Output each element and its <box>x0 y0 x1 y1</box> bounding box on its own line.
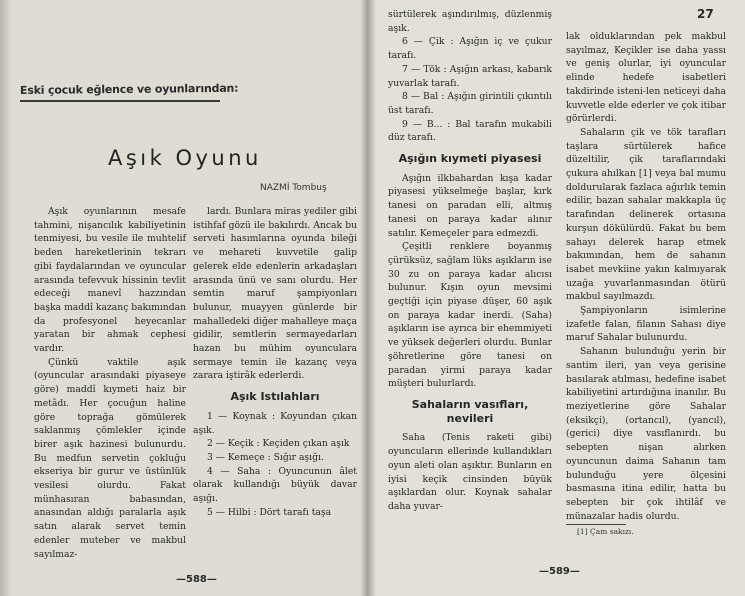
term-item: 9 — B... : Bal tarafın mukabili düz tarafı. <box>388 118 552 144</box>
section-heading: Aşığın kıymeti piyasesi <box>398 152 542 166</box>
section-header-block <box>19 81 239 102</box>
column-c <box>388 8 552 514</box>
bleed-through-text <box>200 10 340 23</box>
page-number-left: —588— <box>176 574 217 585</box>
section-heading: Sahaların vasıfları, nevileri <box>411 397 529 425</box>
paragraph: Şampiyonların isimlerine izafetle falan, filanın Sahası diye maruf Sahalar bulunurdu. <box>566 305 726 344</box>
column-a <box>34 205 186 561</box>
term-item: 7 — Tök : Aşığın arkası, kabarık yuvarlak tarafı. <box>388 63 552 89</box>
footnote: [1] Çam sakızı. <box>577 527 634 536</box>
left-page <box>0 0 368 596</box>
term-item: 2 — Keçik : Keçiden çıkan aşık <box>207 438 350 450</box>
term-item: 5 — Hilbi : Dört tarafı taşa <box>207 506 332 518</box>
column-b <box>193 205 357 519</box>
author-name: NAZMİ Tombuş <box>260 183 327 193</box>
page-number-top: 27 <box>697 7 714 21</box>
article-title: Aşık Oyunu <box>108 146 262 170</box>
section-heading: Aşık Istılahları <box>230 390 320 404</box>
book-gutter <box>360 0 376 596</box>
header-underline <box>20 100 220 102</box>
paragraph: Sahaların çik ve tök tarafları taşlara sürtülerek hafice düzeltilir, çik taraflarındaki çukura ahılkan [1] veya bal mumu doldurularak fazlaca ağırlık temin edilir, bazan sahalar makkapla üç tarafından delinerek ortasına kurşun dökülürdü. Fakat bu bem sahayı delerek harap etmek bakımından, hem de sahanın isabet mevkiine yakın kalmıyarak uzağa yuvarlanmasından ötürü makbul sayılmazdı. <box>566 126 726 303</box>
term-item: 8 — Bal : Aşığın girintili çıkıntılı üst tarafı. <box>388 91 552 116</box>
paragraph: lak olduklarından pek makbul sayılmaz, Keçikler ise daha yassı ve geniş olurlar, iyi oyuncular elinde hedefe isabetleri takdirinde isteni-len neticeyi daha kuvvetle elde ederler ve çok itibar görürlerdi. <box>566 31 726 125</box>
page-number-right: —589— <box>539 566 580 577</box>
paragraph: Çünkü vaktile aşık (oyuncular arasındaki piyaseye göre) maddî kıymeti haiz bir metâdı. Her çocuğun haline göre toprağa gömülerek saklanmış çömlekler içinde birer aşık hazinesi bulunurdu. Bu medfun servetin çokluğu ekseriya bir gurur ve üstünlük vesilesi olurdu. Fakat münhasıran babasından, anasından aldığı paralarla aşık satın alarak servet temin edenler muteber ve makbul sayılmaz- <box>34 356 186 560</box>
footnote-rule <box>566 524 626 525</box>
paragraph: Saha (Tenis raketi gibi) oyuncuların ellerinde kullandıkları oyun aleti olan aşıktır. Bunların en iyisi keçik cinsinden büyük aşıklardan olur. Koynak sahalar daha yuvar- <box>388 432 552 512</box>
paragraph: Sahanın bulunduğu yerin bir santim ileri, yan veya gerisine basılarak atılması, hedefine isabet kabiliyetini artırdığına inanılır. Bu meziyetlerine göre Sahalar (eksikçi), (ortancıl), (yancıl), (gerici) diye vasıflanırdı. bu sebepten nişan alırken oyuncunun daima Sahanın tam bulunduğu yere ölçesini basmasına itina edilir, hatta bu sebepten bir çok ihtilâf ve münazalar hadis olurdu. <box>566 346 726 522</box>
paragraph: Aşık oyunlarının mesafe tahmini, nişancılık kabiliyetinin tenmiyesi, bu vesile ile muhtelif beden hareketlerinin tekrarı gibi faydalarından ve oyuncular arasında tefevvuk hissinin tevlit edeceği manevî hazzından başka maddî kazanç bakımından da profesyonel heyecanlar yaratan bir ahmak cephesi vardır. <box>34 206 186 355</box>
paragraph: Aşığın ilkbahardan kışa kadar piyasesi yükselmeğe başlar, kırk tanesi on paradan elli, altmış tanesi on paraya kadar alınır satılır. Kemeçeler para edmezdi. <box>388 172 552 239</box>
page-edge-shadow <box>0 0 12 596</box>
term-item: 1 — Koynak : Koyundan çıkan aşık. <box>193 410 357 436</box>
term-item: 3 — Kemeçe : Sığır aşığı. <box>207 451 324 463</box>
term-item: sürtülerek aşındırılmış, düzlenmiş aşık. <box>388 9 552 34</box>
column-d <box>566 30 726 523</box>
term-item: 4 — Saha : Oyuncunun âlet olarak kullandığı büyük davar aşığı. <box>193 465 357 505</box>
term-item: 6 — Çik : Aşığın iç ve çukur tarafı. <box>388 36 552 62</box>
paragraph: lardı. Bunlara miras yediler gibi istihfaf gözü ile bakılırdı. Ancak bu serveti hasımlarına oyunda bileği ve mehareti kuvvetile galip gelerek elde edenlerin arkadaşları arasında ünü ve sanı olurdu. Her semtin maruf şampiyonları bulunur, muayyen günlerde bir mahalledeki diğer mahalleye maça gidilir, semtlerin sermayedarları hazan bu mühim oyunculara sermaye temin ile kazanç veya zarara iştirâk ederlerdi. <box>193 206 357 382</box>
paragraph: Çeşitli renklere boyanmış çürüksüz, sağlam lüks aşıkların ise 30 zu on paraya kadar alıcısı bulunur. Kışın oyun mevsimi geçtiği için piyase düşer, 60 aşık on paraya kadar inerdi. (Saha) aşıkların ise ayrıca bir ehemmiyeti ve yüksek değerleri olurdu. Bunlar şöhretlerine göre tanesi on paradan yirmi paraya kadar müşteri bulurlardı. <box>388 241 552 390</box>
section-header: Eski çocuk eğlence ve oyunlarından: <box>19 81 239 97</box>
